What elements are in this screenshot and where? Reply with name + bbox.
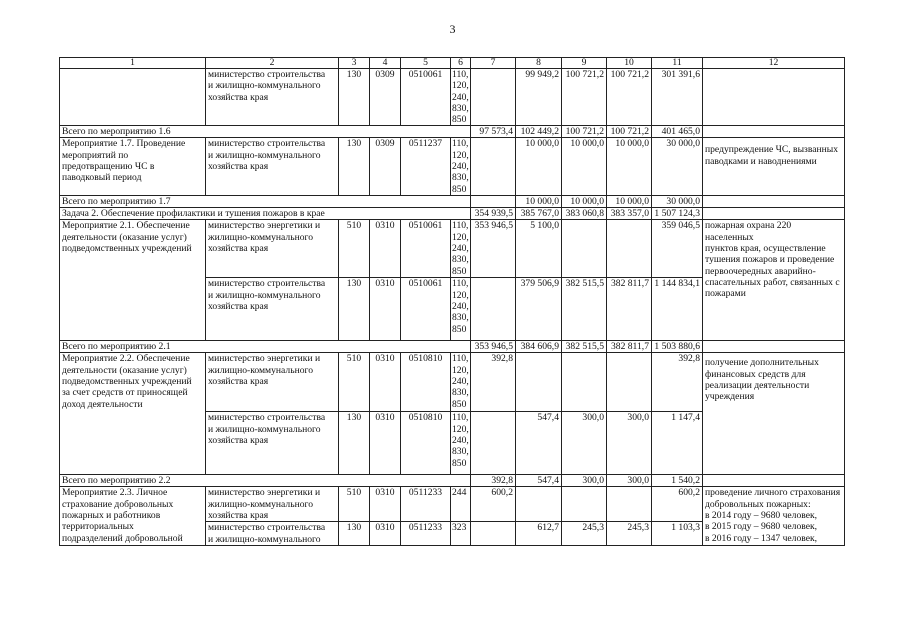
table-row xyxy=(60,69,845,126)
result-cell xyxy=(703,69,845,126)
value-cell: 1 147,4 xyxy=(652,412,703,475)
col-header: 12 xyxy=(703,58,845,69)
total-row xyxy=(60,196,845,208)
header-row xyxy=(60,58,845,69)
value-cell xyxy=(471,69,516,126)
code-cell: 0310 xyxy=(370,412,401,475)
value-cell: 392,8 xyxy=(471,475,516,487)
ministry-cell: министерство энергетики и жилищно-коммунального хозяйства края xyxy=(206,220,339,278)
value-cell: 354 939,5 xyxy=(471,208,516,220)
value-cell: 5 100,0 xyxy=(516,220,562,278)
value-cell: 1 540,2 xyxy=(652,475,703,487)
total-label: Всего по мероприятию 2.1 xyxy=(60,341,471,353)
total-row xyxy=(60,475,845,487)
value-cell xyxy=(607,220,652,278)
code-cell: 0510061 xyxy=(401,220,451,278)
value-cell xyxy=(471,138,516,196)
code-cell: 0510061 xyxy=(401,278,451,341)
value-cell: 547,4 xyxy=(516,412,562,475)
value-cell xyxy=(471,278,516,341)
value-cell xyxy=(516,487,562,522)
code-cell: 130 xyxy=(339,69,370,126)
value-cell: 1 503 880,6 xyxy=(652,341,703,353)
value-cell: 100 721,2 xyxy=(562,69,607,126)
code-cell: 0511233 xyxy=(401,522,451,546)
value-cell: 382 515,5 xyxy=(562,278,607,341)
value-cell: 300,0 xyxy=(562,475,607,487)
value-cell: 100 721,2 xyxy=(607,126,652,138)
code-cell: 130 xyxy=(339,278,370,341)
value-cell: 353 946,5 xyxy=(471,341,516,353)
code-cell: 110, 120, 240, 830, 850 xyxy=(451,412,471,475)
col-header: 2 xyxy=(206,58,339,69)
value-cell: 97 573,4 xyxy=(471,126,516,138)
activity-cell: Мероприятие 2.3. Личное страхование добровольных пожарных и работников территориальных подразделений добровольной xyxy=(60,487,206,546)
col-header: 4 xyxy=(370,58,401,69)
value-cell: 359 046,5 xyxy=(652,220,703,278)
value-cell: 401 465,0 xyxy=(652,126,703,138)
budget-table xyxy=(59,57,845,546)
ministry-cell: министерство строительства и жилищно-коммунального хозяйства края xyxy=(206,138,339,196)
ministry-cell: министерство энергетики и жилищно-коммунального хозяйства края xyxy=(206,353,339,412)
activity-cell: Мероприятие 2.1. Обеспечение деятельности (оказание услуг) подведомственных учреждений xyxy=(60,220,206,341)
value-cell: 353 946,5 xyxy=(471,220,516,278)
code-cell: 323 xyxy=(451,522,471,546)
result-cell: пожарная охрана 220 населенных пунктов края, осуществление тушения пожаров и проведение первоочередных аварийно- спасательных работ, связанных с пожарами xyxy=(703,220,845,341)
value-cell: 600,2 xyxy=(652,487,703,522)
value-cell: 382 811,7 xyxy=(607,278,652,341)
page-number: 3 xyxy=(449,22,456,36)
value-cell: 100 721,2 xyxy=(562,126,607,138)
code-cell: 110, 120, 240, 830, 850 xyxy=(452,220,469,277)
ministry-cell: министерство строительства и жилищно-коммунального хозяйства края xyxy=(206,278,339,341)
code-cell: 244 xyxy=(451,487,471,522)
code-cell: 130 xyxy=(339,138,370,196)
value-cell: 301 391,6 xyxy=(652,69,703,126)
total-row xyxy=(60,126,845,138)
value-cell: 10 000,0 xyxy=(607,138,652,196)
value-cell: 1 507 124,3 xyxy=(652,208,703,220)
code-cell: 0310 xyxy=(370,487,401,522)
value-cell xyxy=(607,487,652,522)
value-cell: 245,3 xyxy=(607,522,652,546)
value-cell xyxy=(516,353,562,412)
code-cell: 0310 xyxy=(370,522,401,546)
total-label: Всего по мероприятию 2.2 xyxy=(60,475,471,487)
value-cell: 392,8 xyxy=(471,353,516,412)
value-cell: 379 506,9 xyxy=(516,278,562,341)
code-cell: 0510061 xyxy=(401,69,451,126)
value-cell: 300,0 xyxy=(562,412,607,475)
col-header: 10 xyxy=(607,58,652,69)
total-label: Всего по мероприятию 1.6 xyxy=(60,126,471,138)
col-header: 9 xyxy=(562,58,607,69)
value-cell: 99 949,2 xyxy=(516,69,562,126)
value-cell xyxy=(562,487,607,522)
value-cell xyxy=(607,353,652,412)
code-cell: 0310 xyxy=(370,278,401,341)
code-cell: 130 xyxy=(339,522,370,546)
result-cell: предупреждение ЧС, вызванных паводками и наводнениями xyxy=(703,138,845,196)
col-header: 7 xyxy=(471,58,516,69)
value-cell: 300,0 xyxy=(607,475,652,487)
value-cell: 30 000,0 xyxy=(652,196,703,208)
value-cell: 300,0 xyxy=(607,412,652,475)
code-cell: 0511237 xyxy=(401,138,451,196)
code-cell: 0510810 xyxy=(401,353,451,412)
code-cell: 110, 120, 240, 830, 850 xyxy=(451,278,471,341)
code-cell: 110, 120, 240, 830, 850 xyxy=(451,353,471,412)
code-cell: 510 xyxy=(339,487,370,522)
code-cell: 0309 xyxy=(370,138,401,196)
table-row xyxy=(60,220,845,278)
code-cell: 110, 120, 240, 830, 850 xyxy=(452,138,469,195)
value-cell: 384 606,9 xyxy=(516,341,562,353)
activity-cell xyxy=(60,69,206,126)
code-cell: 130 xyxy=(339,412,370,475)
value-cell: 1 103,3 xyxy=(652,522,703,546)
col-header: 11 xyxy=(652,58,703,69)
ministry-cell: министерство энергетики и жилищно-коммунального хозяйства края xyxy=(206,487,339,522)
col-header: 1 xyxy=(60,58,206,69)
col-header: 3 xyxy=(339,58,370,69)
task-label: Задача 2. Обеспечение профилактики и тушения пожаров в крае xyxy=(60,208,471,220)
code-cell: 110, 120, 240, 830, 850 xyxy=(452,69,469,126)
code-cell: 510 xyxy=(339,220,370,278)
value-cell: 245,3 xyxy=(562,522,607,546)
value-cell: 10 000,0 xyxy=(516,196,562,208)
value-cell: 392,8 xyxy=(652,353,703,412)
value-cell xyxy=(562,220,607,278)
result-cell: получение дополнительных финансовых средств для реализации деятельности учреждения xyxy=(703,353,845,475)
value-cell: 612,7 xyxy=(516,522,562,546)
value-cell: 10 000,0 xyxy=(607,196,652,208)
code-cell: 510 xyxy=(339,353,370,412)
code-cell: 0511233 xyxy=(401,487,451,522)
col-header: 6 xyxy=(451,58,471,69)
value-cell: 382 811,7 xyxy=(607,341,652,353)
value-cell xyxy=(562,353,607,412)
value-cell xyxy=(471,412,516,475)
value-cell: 600,2 xyxy=(471,487,516,522)
ministry-cell: министерство строительства и жилищно-коммунального хозяйства края xyxy=(206,412,339,475)
code-cell: 0310 xyxy=(370,353,401,412)
value-cell: 385 767,0 xyxy=(516,208,562,220)
total-row xyxy=(60,341,845,353)
ministry-cell: министерство строительства и жилищно-коммунального хозяйства края xyxy=(206,69,339,126)
code-cell: 0309 xyxy=(370,69,401,126)
col-header: 8 xyxy=(516,58,562,69)
result-cell: проведение личного страхования добровольных пожарных: в 2014 году – 9680 человек, в 2015 году – 9680 человек, в 2016 году – 1347 человек, xyxy=(703,487,845,546)
table-row xyxy=(60,353,845,412)
activity-cell: Мероприятие 2.2. Обеспечение деятельности (оказание услуг) подведомственных учреждений за счет средств от приносящей доход деятельности xyxy=(60,353,206,475)
col-header: 5 xyxy=(401,58,451,69)
value-cell: 383 060,8 xyxy=(562,208,607,220)
value-cell: 10 000,0 xyxy=(516,138,562,196)
value-cell: 382 515,5 xyxy=(562,341,607,353)
value-cell: 10 000,0 xyxy=(562,196,607,208)
task-row xyxy=(60,208,845,220)
total-label: Всего по мероприятию 1.7 xyxy=(60,196,471,208)
value-cell: 383 357,0 xyxy=(607,208,652,220)
ministry-cell: министерство строительства и жилищно-коммунального xyxy=(206,522,339,546)
code-cell: 0510810 xyxy=(401,412,451,475)
activity-cell: Мероприятие 1.7. Проведение мероприятий по предотвращению ЧС в паводковый период xyxy=(60,138,206,196)
value-cell: 100 721,2 xyxy=(607,69,652,126)
table-row xyxy=(60,138,845,196)
value-cell: 547,4 xyxy=(516,475,562,487)
value-cell: 102 449,2 xyxy=(516,126,562,138)
value-cell: 10 000,0 xyxy=(562,138,607,196)
value-cell: 30 000,0 xyxy=(652,138,703,196)
value-cell xyxy=(471,522,516,546)
value-cell: 1 144 834,1 xyxy=(652,278,703,341)
code-cell: 0310 xyxy=(370,220,401,278)
table-row xyxy=(60,487,845,522)
